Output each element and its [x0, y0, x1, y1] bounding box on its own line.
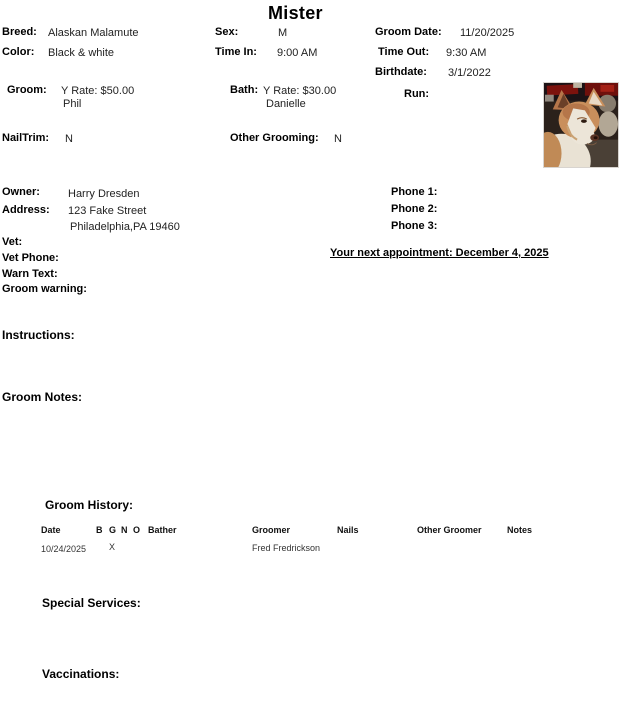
col-header-bather: Bather — [148, 525, 177, 535]
groom-date-label: Groom Date: — [375, 26, 442, 38]
groom-rate-value: Y Rate: $50.00 — [61, 85, 135, 97]
other-grooming-value: N — [334, 133, 342, 145]
address-line1: 123 Fake Street — [68, 205, 147, 217]
time-in-label: Time In: — [215, 46, 257, 58]
groom-date-value: 11/20/2025 — [460, 27, 515, 39]
groom-warning-label: Groom warning: — [2, 283, 87, 295]
sex-label: Sex: — [215, 26, 239, 38]
history-cell-date: 10/24/2025 — [41, 544, 87, 554]
bath-person: Danielle — [266, 98, 306, 110]
vaccinations-label: Vaccinations: — [42, 667, 120, 681]
col-header-notes: Notes — [507, 525, 533, 535]
bath-rate-value: Y Rate: $30.00 — [263, 85, 337, 97]
history-cell-g: X — [109, 542, 116, 552]
breed-label: Breed: — [2, 26, 37, 38]
col-header-other-groomer: Other Groomer — [417, 525, 482, 535]
other-grooming-label: Other Grooming: — [230, 132, 319, 144]
next-appointment-text: Your next appointment: December 4, 2025 — [330, 247, 549, 259]
instructions-label: Instructions: — [2, 328, 75, 342]
vet-label: Vet: — [2, 236, 23, 248]
owner-name: Harry Dresden — [68, 188, 140, 200]
birthdate-label: Birthdate: — [375, 66, 427, 78]
col-header-g: G — [109, 525, 117, 535]
bath-label: Bath: — [230, 84, 259, 96]
birthdate-value: 3/1/2022 — [448, 67, 491, 79]
breed-value: Alaskan Malamute — [48, 27, 139, 39]
color-label: Color: — [2, 46, 35, 58]
col-header-groomer: Groomer — [252, 525, 291, 535]
special-services-label: Special Services: — [42, 596, 141, 610]
page-title: Mister — [268, 3, 323, 23]
nail-trim-value: N — [65, 133, 73, 145]
warn-text-label: Warn Text: — [2, 268, 58, 280]
sex-value: M — [278, 27, 288, 39]
groom-history-label: Groom History: — [45, 498, 134, 512]
phone3-label: Phone 3: — [391, 220, 438, 232]
groom-label: Groom: — [7, 84, 47, 96]
owner-label: Owner: — [2, 186, 40, 198]
history-cell-groomer: Fred Fredrickson — [252, 543, 321, 553]
address-line2: Philadelphia,PA 19460 — [70, 221, 180, 233]
vet-phone-label: Vet Phone: — [2, 252, 59, 264]
nail-trim-label: NailTrim: — [2, 132, 50, 144]
phone1-label: Phone 1: — [391, 186, 438, 198]
address-label: Address: — [2, 204, 50, 216]
col-header-o: O — [133, 525, 141, 535]
groom-notes-label: Groom Notes: — [2, 390, 83, 404]
col-header-nails: Nails — [337, 525, 359, 535]
col-header-b: B — [96, 525, 103, 535]
groom-person: Phil — [63, 98, 82, 110]
col-header-n: N — [121, 525, 128, 535]
phone2-label: Phone 2: — [391, 203, 438, 215]
dog-photo-illustration — [544, 83, 618, 167]
run-label: Run: — [404, 88, 430, 100]
col-header-date: Date — [41, 525, 61, 535]
time-out-value: 9:30 AM — [446, 47, 487, 59]
time-in-value: 9:00 AM — [277, 47, 318, 59]
dog-photo — [543, 82, 619, 168]
time-out-label: Time Out: — [378, 46, 430, 58]
color-value: Black & white — [48, 47, 115, 59]
